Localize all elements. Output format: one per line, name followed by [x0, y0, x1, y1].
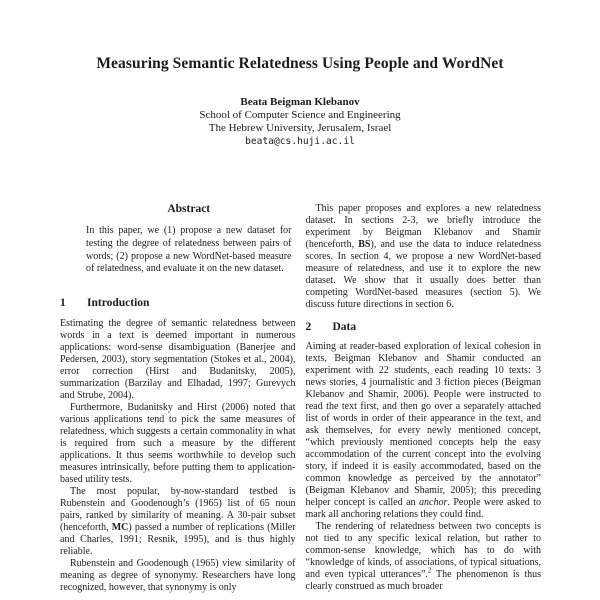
section-1-title: Introduction [87, 297, 150, 310]
intro-paragraph-4 [60, 558, 296, 594]
text-segment: BS [358, 239, 371, 250]
intro-paragraph-5 [306, 203, 542, 311]
section-2-title: Data [332, 321, 357, 333]
section-2-heading [306, 321, 542, 334]
intro-paragraph-1 [60, 318, 296, 402]
text-segment: . People were asked to mark all anchoring relations they could find. [305, 497, 541, 520]
abstract-text: In this paper, we (1) propose a new dataset for testing the degree of relatedness between pairs of words; (2) propose a new WordNet-based measure of relatedness, and evaluate it on the new dataset. [86, 225, 292, 275]
text-segment: Aiming at reader-based exploration of lexical cohesion in texts, Beigman Klebanov and Shamir conducted an experiment with 22 students, each reading 10 texts: 3 news stories, 4 journalistic and 3 fiction pieces (Beigman Klebanov and Shamir, 2006). People were instructed to read the text first, and then go over a separately attached list of words in order of their appearance in the text, and ask themselves, for every newly mentioned concept, “which previously mentioned concepts help the easy accommodation of the current concept into the evolving story, if indeed it is easily accommodated, based on the common knowledge as perceived by the annotator” (Beigman Klebanov and Shamir, 2005); this preceding helper concept is called an [305, 341, 541, 508]
intro-paragraph-2 [60, 402, 296, 486]
text-segment: The rendering of relatedness between two concepts is not tied to any specific lexical relation, but rather to common-sense knowledge, which has to do with “knowledge of kinds, of associations, of typical situations, and even typical utterances”. [305, 521, 541, 580]
data-paragraph-2 [306, 521, 542, 593]
author-affiliation-1: School of Computer Science and Engineering [199, 109, 401, 121]
text-segment: 2 [427, 566, 432, 575]
intro-paragraph-3 [60, 486, 296, 558]
author-email: beata@cs.huji.ac.il [245, 136, 355, 147]
text-segment: The phenomenon is thus clearly construed as much broader [305, 569, 541, 592]
paper-title: Measuring Semantic Relatedness Using People and WordNet [96, 55, 504, 72]
abstract-heading: Abstract [167, 203, 211, 215]
two-column-body [0, 203, 600, 594]
text-segment: This paper proposes and explores a new relatedness dataset. In sections 2-3, we briefly introduce the experiment by Beigman Klebanov and Shamir (henceforth, [305, 203, 541, 250]
left-column [60, 203, 296, 594]
section-1-heading [60, 297, 296, 310]
abstract-block [60, 203, 296, 276]
right-column [306, 203, 542, 593]
text-segment: ) passed a number of replications (Miller and Charles, 1991; Resnik, 1995), and is thus highly reliable. [60, 522, 296, 558]
text-segment: The most popular, by-now-standard testbed is Rubenstein and Goodenough’s (1965) list of 65 noun pairs, ranked by similarity of meaning. A 30-pair subset (henceforth, [60, 486, 296, 534]
text-segment: anchor [419, 497, 448, 508]
author-name: Beata Beigman Klebanov [240, 96, 360, 108]
data-paragraph-1 [306, 341, 542, 521]
text-segment: ), and use the data to induce relatedness scores. In section 4, we propose a new WordNet-based measure of relatedness, and use it to explore the new dataset. We show that it usually does better than competing WordNet-based measures (section 5). We discuss future directions in section 6. [305, 239, 542, 310]
section-1-number: 1 [60, 297, 66, 310]
text-segment: Rubenstein and Goodenough (1965) view similarity of meaning as degree of synonymy. Researchers have long recognized, however, that synonymy is only [60, 558, 296, 594]
section-2-number: 2 [305, 321, 312, 333]
text-segment: Furthermore, Budanitsky and Hirst (2006) noted that various applications tend to pick the same measures of relatedness, which suggests a certain commonality in what is required from such a measure by the different applications. It thus seems worthwhile to develop such measures intrinsically, before putting them to application-based utility tests. [60, 402, 296, 486]
text-segment: Estimating the degree of semantic relatedness between words in a text is deemed important in numerous applications: word-sense disambiguation (Banerjee and Pedersen, 2003), story segmentation (Stokes et al., 2004), error correction (Hirst and Budanitsky, 2005), summarization (Barzilay and Elhadad, 1997; Gurevych and Strube, 2004). [60, 318, 296, 402]
author-block [0, 96, 600, 148]
author-affiliation-2: The Hebrew University, Jerusalem, Israel [208, 122, 392, 134]
text-segment: MC [111, 522, 129, 534]
